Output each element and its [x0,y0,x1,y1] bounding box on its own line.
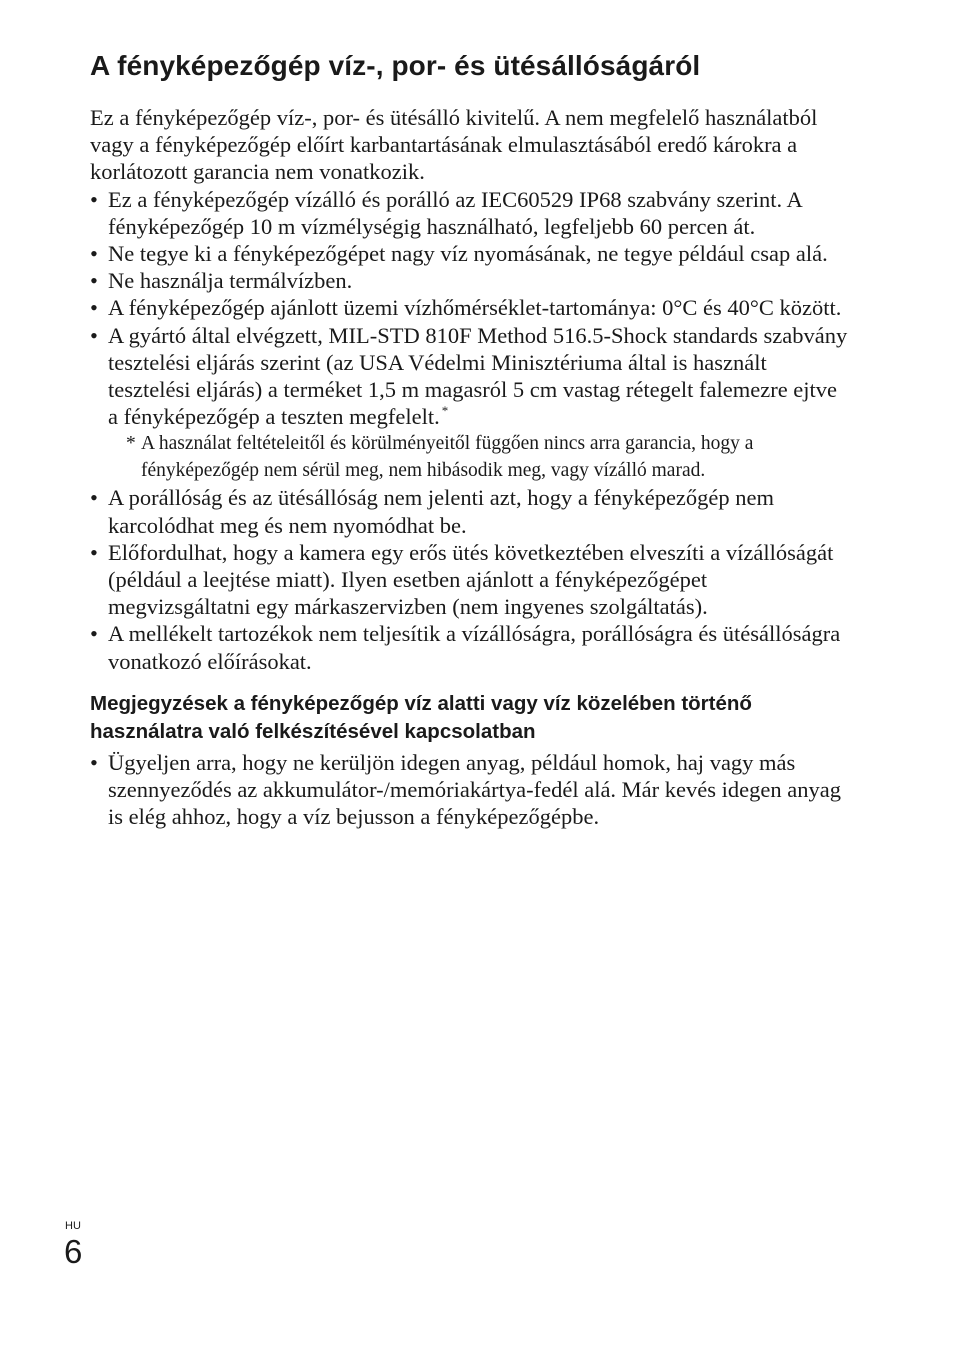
bullet-item: • Ez a fényképezőgép vízálló és porálló az IEC60529 IP68 szabvány szerint. A fényképezőgép 10 m vízmélységig használható, legfeljebb 60 percen át. [90,186,850,240]
bullet-item: • A fényképezőgép ajánlott üzemi vízhőmérséklet-tartománya: 0°C és 40°C között. [90,294,850,321]
bullet-item: • A mellékelt tartozékok nem teljesítik a vízállóságra, porállóságra és ütésállóságra vonatkozó előírásokat. [90,620,850,674]
bullet-text: A gyártó által elvégzett, MIL-STD 810F Method 516.5-Shock standards szabvány tesztelési eljárás szerint (az USA Védelmi Minisztériuma által is használt tesztelési eljárás) a terméket 1,5 m magasról 5 cm vastag rétegelt falemezre ejtve a fényképezőgép a teszten megfelelt. [108,322,848,430]
bullet-item-with-footnote [90,322,850,485]
page-title: A fényképezőgép víz-, por- és ütésállóságáról [90,50,701,81]
body-text [90,104,850,675]
page-number-block [64,1219,82,1271]
footnote-text: A használat feltételeitől és körülményeitől függően nincs arra garancia, hogy a fényképezőgép nem sérül meg, nem hibásodik meg, vagy vízálló marad. [141,433,754,482]
bullet-item: • Ne tegye ki a fényképezőgépet nagy víz nyomásának, ne tegye például csap alá. [90,240,850,267]
sub-body-text [90,749,850,831]
bullet-item: • Ne használja termálvízben. [90,267,850,294]
bullet-item: • A porállóság és az ütésállóság nem jelenti azt, hogy a fényképezőgép nem karcolódhat meg és nem nyomódhat be. [90,484,850,538]
footnote-marker: * [441,403,449,419]
bullet-item: • Előfordulhat, hogy a kamera egy erős ütés következtében elveszíti a vízállóságát (például a leejtése miatt). Ilyen esetben ajánlott a fényképezőgépet megvizsgáltatni egy márkaszervizben (nem ingyenes szolgáltatás). [90,539,850,621]
footnote [108,430,850,484]
language-code: HU [65,1220,81,1232]
section-subheading: Megjegyzések a fényképezőgép víz alatti vagy víz közelében történő használatra való felkészítésével kapcsolatban [90,691,752,744]
bullet-list [90,186,850,675]
page-content [90,48,850,830]
intro-paragraph: Ez a fényképezőgép víz-, por- és ütésálló kivitelű. A nem megfelelő használatból vagy a fényképezőgép előírt karbantartásának elmulasztásából eredő károkra a korlátozott garancia nem vonatkozik. [90,105,818,185]
sub-bullet-list [90,749,850,831]
bullet-item: • Ügyeljen arra, hogy ne kerüljön idegen anyag, például homok, haj vagy más szennyeződés az akkumulátor-/memóriakártya-fedél alá. Már kevés idegen anyag is elég ahhoz, hogy a víz bejusson a fényképezőgépbe. [90,749,850,831]
page-number: 6 [64,1233,83,1270]
footnote-star: * [126,433,136,455]
